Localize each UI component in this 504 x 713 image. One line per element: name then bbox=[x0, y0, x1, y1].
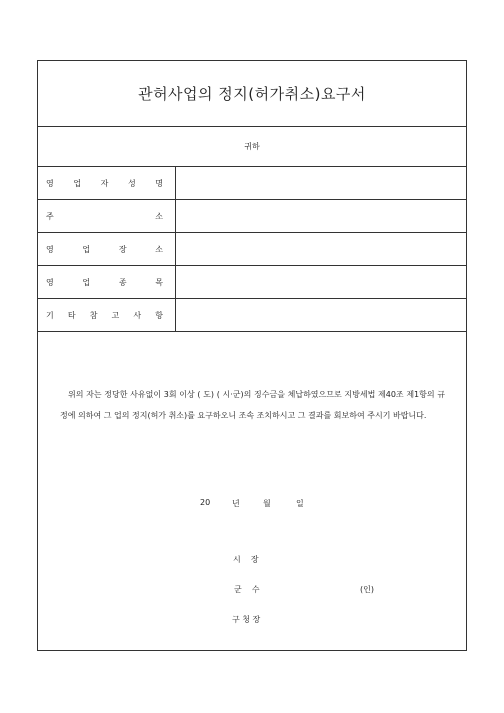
field-label bbox=[38, 200, 176, 232]
request-form bbox=[37, 60, 467, 651]
field-address bbox=[38, 200, 466, 233]
field-business-location bbox=[38, 233, 466, 266]
field-business-owner-name bbox=[38, 167, 466, 200]
label-char: 영 bbox=[46, 277, 54, 287]
label-char: 참 bbox=[89, 310, 98, 320]
field-business-type bbox=[38, 266, 466, 299]
label-char: 소 bbox=[155, 211, 163, 221]
label-char: 명 bbox=[155, 178, 163, 188]
label-char: 업 bbox=[73, 178, 82, 188]
signature-district-head: 구 청 장 bbox=[232, 615, 261, 624]
label-char: 고 bbox=[111, 310, 120, 320]
label-char: 사 bbox=[133, 310, 142, 320]
label-char: 업 bbox=[82, 277, 91, 287]
field-label bbox=[38, 266, 176, 298]
addressee-label: 귀하 bbox=[244, 142, 260, 151]
field-value-business-owner-name[interactable] bbox=[176, 167, 466, 199]
label-char: 소 bbox=[155, 244, 163, 254]
date-year-label: 년 bbox=[232, 499, 240, 508]
field-value-address[interactable] bbox=[176, 200, 466, 232]
field-other-notes bbox=[38, 299, 466, 332]
label-char: 기 bbox=[46, 310, 54, 320]
label-char: 영 bbox=[46, 178, 54, 188]
field-label bbox=[38, 233, 176, 265]
date-year-prefix: 20 bbox=[200, 498, 211, 507]
request-body-text: 위의 자는 정당한 사유없이 3회 이상 ( 도) ( 시·군)의 징수금을 체납하였으므로 지방세법 제40조 제1항의 규정에 의하여 그 업의 정지(허가 취소)를 요구하오니 조속 조치하시고 그 결과를 회보하여 주시기 바랍니다. bbox=[60, 390, 445, 420]
date-day-label: 일 bbox=[296, 499, 304, 508]
body-area bbox=[38, 332, 466, 652]
seal-mark: (인) bbox=[360, 585, 374, 594]
signature-mayor: 시 장 bbox=[233, 555, 259, 564]
label-char: 성 bbox=[127, 178, 136, 188]
title-row bbox=[38, 61, 466, 127]
form-title: 관허사업의 정지(허가취소)요구서 bbox=[138, 85, 366, 103]
date-month-label: 월 bbox=[263, 499, 271, 508]
field-label bbox=[38, 167, 176, 199]
field-label bbox=[38, 299, 176, 331]
label-char: 항 bbox=[155, 310, 163, 320]
label-char: 목 bbox=[155, 277, 163, 287]
addressee-row bbox=[38, 127, 466, 167]
field-value-business-location[interactable] bbox=[176, 233, 466, 265]
label-char: 종 bbox=[118, 277, 127, 287]
signature-county-head: 군 수 bbox=[234, 585, 260, 594]
field-value-other-notes[interactable] bbox=[176, 299, 466, 331]
label-char: 업 bbox=[82, 244, 91, 254]
field-value-business-type[interactable] bbox=[176, 266, 466, 298]
label-char: 영 bbox=[46, 244, 54, 254]
label-char: 타 bbox=[67, 310, 76, 320]
info-fields bbox=[38, 167, 466, 332]
label-char: 주 bbox=[46, 211, 54, 221]
label-char: 자 bbox=[100, 178, 109, 188]
label-char: 장 bbox=[118, 244, 127, 254]
